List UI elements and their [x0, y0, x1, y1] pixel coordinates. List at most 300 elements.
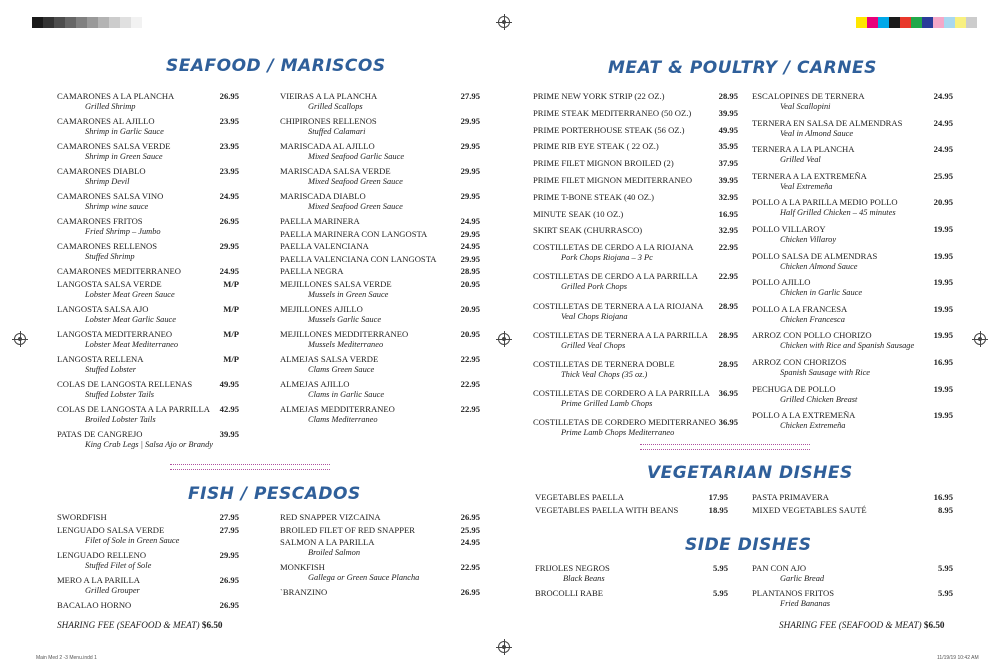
menu-item-price: 29.95 — [460, 141, 480, 151]
seafood-divider — [170, 464, 330, 470]
menu-item-description: Mussels Mediterraneo — [308, 339, 384, 349]
menu-item-price: 23.95 — [219, 116, 239, 126]
color-swatch — [856, 17, 867, 28]
menu-item-price: 19.95 — [933, 277, 953, 288]
menu-item-description: Shrimp Devil — [85, 177, 130, 186]
menu-item-price: 28.95 — [718, 91, 738, 101]
menu-item-name: PAN CON AJO — [752, 563, 807, 573]
menu-item — [752, 492, 953, 505]
menu-item — [280, 141, 480, 166]
menu-item — [535, 563, 728, 588]
menu-item-price: 26.95 — [219, 216, 239, 226]
menu-item — [533, 125, 738, 142]
menu-item — [57, 266, 239, 279]
menu-item-price: 35.95 — [718, 141, 738, 152]
menu-item-price: 27.95 — [460, 91, 480, 101]
menu-item-name: PASTA PRIMAVERA — [752, 492, 829, 502]
menu-item — [752, 277, 953, 304]
menu-item-name: COLAS DE LANGOSTA RELLENAS — [57, 378, 193, 389]
menu-item-name: CAMARONES A LA PLANCHA — [57, 91, 175, 101]
menu-item-description: Fried Shrimp – Jumbo — [85, 227, 161, 236]
menu-item-price: 24.95 — [460, 216, 480, 226]
menu-item-name: POLLO A LA EXTREMEÑA — [752, 410, 856, 421]
menu-item-description: Grilled Veal — [780, 155, 821, 165]
menu-item-price: 24.95 — [460, 537, 480, 548]
vegetarian-section-title: VEGETARIAN DISHES — [647, 463, 853, 483]
menu-item — [280, 191, 480, 216]
menu-item-description: Clams Mediterraneo — [308, 414, 378, 424]
menu-item-name: CAMARONES RELLENOS — [57, 241, 158, 251]
menu-item-price: 19.95 — [933, 223, 953, 234]
menu-item-description: Gallega or Green Sauce Plancha — [308, 573, 420, 583]
registration-mark-right — [974, 333, 986, 345]
color-swatch — [65, 17, 76, 28]
menu-item-price: 16.95 — [933, 356, 953, 367]
menu-item-price: 28.95 — [718, 358, 738, 369]
menu-item-price: 8.95 — [937, 504, 953, 515]
menu-item-description: Stuffed Shrimp — [85, 252, 135, 261]
menu-item-price: 24.95 — [219, 266, 239, 276]
menu-item — [57, 600, 239, 613]
menu-item-price: 36.95 — [718, 388, 738, 399]
menu-item-description: Stuffed Calamari — [308, 127, 366, 136]
menu-item-name: LENGUADO SALSA VERDE — [57, 524, 165, 535]
cmyk-color-bar — [856, 17, 977, 28]
menu-item — [752, 144, 953, 171]
menu-item-price: 25.95 — [933, 170, 953, 181]
sides-column-2 — [752, 563, 953, 613]
menu-item-name: LANGOSTA SALSA VERDE — [57, 278, 162, 289]
color-swatch — [933, 17, 944, 28]
sides-sharing-fee: SHARING FEE (SEAFOOD & MEAT) $6.50 — [779, 620, 945, 630]
registration-mark-bottom — [498, 641, 510, 653]
menu-item-name: PRIME FILET MIGNON BROILED (2) — [533, 158, 674, 169]
menu-item — [533, 225, 738, 242]
menu-item-name: SALMON A LA PARILLA — [280, 537, 375, 548]
menu-item-name: PLANTANOS FRITOS — [752, 588, 835, 598]
menu-item — [57, 354, 239, 379]
menu-item — [533, 192, 738, 209]
menu-item — [57, 141, 239, 166]
menu-item-description: Garlic Bread — [780, 574, 825, 583]
menu-item-name: SWORDFISH — [57, 512, 107, 522]
menu-item-price: 23.95 — [219, 166, 239, 176]
menu-item — [280, 166, 480, 191]
menu-item — [752, 118, 953, 145]
menu-item — [752, 197, 953, 224]
menu-item-name: COSTILLETAS DE TERNERA A LA PARRILLA — [533, 329, 708, 340]
menu-item-name: PRIME RIB EYE STEAK ( 22 OZ.) — [533, 141, 659, 152]
menu-item — [752, 410, 953, 437]
fish-column-1 — [57, 512, 239, 612]
menu-item-name: MEJILLONES MEDDITERRANEO — [280, 328, 409, 339]
menu-item-name: PRIME PORTERHOUSE STEAK (56 OZ.) — [533, 124, 685, 135]
seafood-section-title: SEAFOOD / MARISCOS — [166, 56, 386, 76]
menu-item-description: Grilled Veal Chops — [561, 340, 626, 350]
menu-item-description: Pork Chops Riojana – 3 Pc — [561, 253, 653, 263]
color-swatch — [109, 17, 120, 28]
registration-mark-left — [14, 333, 26, 345]
color-swatch — [889, 17, 900, 28]
menu-item-description: Chicken with Rice and Spanish Sausage — [780, 341, 915, 351]
menu-item — [280, 525, 480, 538]
menu-item-price: 26.95 — [219, 599, 239, 610]
menu-item — [57, 575, 239, 600]
file-slug: Main Med 2 -3 Menu.indd 1 — [36, 655, 97, 661]
menu-item — [752, 91, 953, 118]
fish-sharing-fee: SHARING FEE (SEAFOOD & MEAT) $6.50 — [57, 620, 223, 630]
color-swatch — [966, 17, 977, 28]
menu-item-description: Mixed Seafood Green Sauce — [308, 202, 403, 211]
menu-item — [533, 108, 738, 125]
menu-item — [57, 550, 239, 575]
menu-item-price: 17.95 — [708, 492, 728, 502]
menu-item — [752, 357, 953, 384]
menu-item-description: Veal Extremeña — [780, 181, 833, 191]
menu-item — [280, 512, 480, 525]
menu-item-name: ARROZ CON POLLO CHORIZO — [752, 330, 872, 341]
menu-item — [533, 417, 738, 446]
menu-item — [280, 537, 480, 562]
menu-item — [57, 166, 239, 191]
menu-item — [533, 141, 738, 158]
menu-item-name: TERNERA A LA PLANCHA — [752, 144, 855, 155]
vegetarian-column-1 — [535, 492, 728, 517]
menu-item-description: Clams Green Sauce — [308, 364, 375, 374]
menu-item-description: Veal Scallopini — [780, 102, 831, 111]
menu-item-name: ESCALOPINES DE TERNERA — [752, 91, 865, 101]
color-swatch — [98, 17, 109, 28]
menu-item-name: PAELLA MARINERA — [280, 216, 360, 226]
menu-item-price: 22.95 — [460, 353, 480, 364]
menu-item-price: 19.95 — [933, 250, 953, 261]
sides-column-1 — [535, 563, 728, 601]
menu-item-name: PATAS DE CANGREJO — [57, 428, 143, 439]
menu-item-price: 42.95 — [219, 403, 239, 414]
menu-item-name: ALMEJAS AJILLO — [280, 378, 350, 389]
menu-item-price: 24.95 — [460, 241, 480, 252]
menu-item — [57, 512, 239, 525]
menu-item-price: 29.95 — [219, 549, 239, 560]
menu-item-name: PECHUGA DE POLLO — [752, 383, 836, 394]
menu-item — [280, 216, 480, 229]
menu-item-description: Filet of Sole in Green Sauce — [85, 535, 180, 545]
menu-item — [533, 175, 738, 192]
menu-item-description: Shrimp in Green Sauce — [85, 152, 163, 161]
menu-item-description: Veal Chops Riojana — [561, 311, 628, 321]
menu-item-price: 22.95 — [718, 271, 738, 282]
menu-item — [280, 266, 480, 279]
menu-item-price: 19.95 — [933, 303, 953, 314]
menu-item-name: MINUTE SEAK (10 OZ.) — [533, 208, 624, 219]
menu-item — [57, 379, 239, 404]
color-swatch — [131, 17, 142, 28]
menu-item-description: Shrimp in Garlic Sauce — [85, 127, 164, 136]
color-swatch — [32, 17, 43, 28]
menu-item-name: COLAS DE LANGOSTA A LA PARRILLA — [57, 403, 210, 414]
menu-item-name: CAMARONES DIABLO — [57, 166, 146, 176]
menu-item-price: 32.95 — [718, 225, 738, 236]
menu-item-description: Mixed Seafood Garlic Sauce — [308, 152, 405, 161]
menu-item-description: Half Grilled Chicken – 45 minutes — [780, 208, 896, 218]
menu-item-name: LENGUADO RELLENO — [57, 549, 147, 560]
menu-item-name: ARROZ CON CHORIZOS — [752, 356, 847, 367]
menu-item-name: CAMARONES AL AJILLO — [57, 116, 155, 126]
menu-item-price: 20.95 — [460, 303, 480, 314]
color-swatch — [955, 17, 966, 28]
menu-item-price: 16.95 — [718, 208, 738, 219]
menu-item — [57, 329, 239, 354]
menu-item-description: Shrimp wine sauce — [85, 202, 149, 211]
menu-item-name: LANGOSTA MEDITERRANEO — [57, 328, 173, 339]
menu-item-price: 5.95 — [712, 588, 728, 598]
menu-item-name: COSTILLETAS DE CERDO A LA PARRILLA — [533, 271, 698, 282]
seafood-column-1 — [57, 91, 239, 454]
menu-item — [57, 241, 239, 266]
menu-item-price: 28.95 — [460, 266, 480, 277]
menu-item-price: 5.95 — [937, 588, 953, 598]
menu-item-description: Mussels in Green Sauce — [308, 289, 389, 299]
menu-item-price: 24.95 — [219, 191, 239, 201]
menu-item-description: Prime Grilled Lamb Chops — [561, 399, 653, 409]
menu-item-description: Clams in Garlic Sauce — [308, 389, 385, 399]
menu-item-description: Lobster Meat Green Sauce — [85, 289, 175, 299]
menu-item-price: 25.95 — [460, 524, 480, 535]
menu-item — [533, 301, 738, 330]
menu-item-name: PAELLA VALENCIANA CON LANGOSTA — [280, 253, 437, 264]
menu-item-name: CAMARONES SALSA VERDE — [57, 141, 171, 151]
menu-item-description: Lobster Meat Garlic Sauce — [85, 314, 176, 324]
menu-item — [533, 359, 738, 388]
menu-item-price: 24.95 — [933, 144, 953, 155]
menu-item-price: 49.95 — [219, 378, 239, 389]
menu-item-description: Chicken Villaroy — [780, 234, 837, 244]
menu-item — [280, 116, 480, 141]
menu-item-price: 26.95 — [460, 512, 480, 522]
menu-item — [752, 505, 953, 518]
vegetarian-column-2 — [752, 492, 953, 517]
menu-item-name: VEGETABLES PAELLA — [535, 492, 624, 502]
menu-item-description: Broiled Salmon — [308, 548, 361, 558]
menu-item — [57, 304, 239, 329]
menu-item-description: Grilled Chicken Breast — [780, 394, 858, 404]
menu-item — [280, 587, 480, 600]
menu-item-price: 37.95 — [718, 158, 738, 169]
seafood-column-2 — [280, 91, 480, 429]
menu-item-price: 19.95 — [933, 383, 953, 394]
menu-item — [57, 216, 239, 241]
menu-item — [533, 388, 738, 417]
menu-item-description: Grilled Grouper — [85, 585, 140, 595]
menu-item-name: LANGOSTA SALSA AJO — [57, 303, 149, 314]
menu-item-price: 29.95 — [460, 166, 480, 176]
menu-item — [533, 91, 738, 108]
meat-divider — [640, 444, 810, 450]
menu-item — [752, 224, 953, 251]
menu-item-name: CAMARONES FRITOS — [57, 216, 143, 226]
menu-item-name: MARISCADA SALSA VERDE — [280, 166, 391, 176]
menu-item-name: MARISCADA DIABLO — [280, 191, 366, 201]
menu-item-name: ALMEJAS SALSA VERDE — [280, 353, 379, 364]
menu-item-price: 29.95 — [460, 253, 480, 264]
menu-item — [533, 271, 738, 300]
menu-item-description: Grilled Pork Chops — [561, 282, 628, 292]
menu-item-name: BROCOLLI RABE — [535, 588, 604, 598]
color-swatch — [900, 17, 911, 28]
menu-item-name: COSTILLETAS DE TERNERA A LA RIOJANA — [533, 300, 704, 311]
menu-item-price: 39.95 — [718, 107, 738, 118]
menu-item-price: 19.95 — [933, 410, 953, 421]
menu-item-name: COSTILLETAS DE CERDO A LA RIOJANA — [533, 242, 694, 253]
menu-item-name: MARISCADA AL AJILLO — [280, 141, 375, 151]
menu-item-description: Veal in Almond Sauce — [780, 128, 854, 138]
menu-item-name: TERNERA A LA EXTREMEÑA — [752, 170, 867, 181]
menu-item — [752, 384, 953, 411]
menu-item-name: PRIME STEAK MEDITERRANEO (50 OZ.) — [533, 107, 692, 118]
menu-item-name: MEJILLONES AJILLO — [280, 303, 363, 314]
color-swatch — [87, 17, 98, 28]
menu-item-description: Stuffed Lobster Tails — [85, 389, 155, 399]
menu-item-price: M/P — [223, 353, 239, 364]
menu-item-name: MEJILLONES SALSA VERDE — [280, 278, 392, 289]
menu-item-name: SKIRT SEAK (CHURRASCO) — [533, 225, 643, 236]
menu-item-name: `BRANZINO — [280, 587, 328, 598]
menu-item — [533, 330, 738, 359]
color-swatch — [76, 17, 87, 28]
menu-item — [57, 91, 239, 116]
menu-item-price: 29.95 — [460, 228, 480, 239]
menu-item-price: M/P — [223, 278, 239, 289]
menu-item-description: Fried Bananas — [780, 599, 831, 608]
menu-item-name: POLLO VILLAROY — [752, 223, 826, 234]
menu-item-price: 24.95 — [933, 91, 953, 101]
menu-item — [280, 254, 480, 267]
menu-item-price: 26.95 — [219, 574, 239, 585]
menu-item-description: King Crab Legs | Salsa Ajo or Brandy — [85, 439, 214, 449]
menu-item-price: M/P — [223, 303, 239, 314]
menu-item-description: Stuffed Lobster — [85, 364, 136, 374]
menu-item — [535, 492, 728, 505]
menu-item-name: PAELLA MARINERA CON LANGOSTA — [280, 228, 428, 239]
menu-item-price: 22.95 — [460, 378, 480, 389]
menu-item — [57, 404, 239, 429]
menu-item — [280, 279, 480, 304]
menu-item-name: CAMARONES SALSA VINO — [57, 191, 164, 201]
menu-item-description: Chicken Francesca — [780, 314, 845, 324]
menu-item — [280, 304, 480, 329]
menu-item-name: POLLO A LA FRANCESA — [752, 303, 848, 314]
menu-item-name: POLLO SALSA DE ALMENDRAS — [752, 250, 878, 261]
menu-item-name: PRIME FILET MIGNON MEDITERRANEO — [533, 174, 693, 185]
menu-item-name: COSTILLETAS DE CORDERO A LA PARRILLA — [533, 388, 710, 399]
menu-item — [752, 251, 953, 278]
menu-item-description: Chicken Almond Sauce — [780, 261, 858, 271]
menu-item — [752, 330, 953, 357]
menu-item-price: 18.95 — [708, 504, 728, 515]
menu-item — [57, 116, 239, 141]
menu-item — [280, 562, 480, 587]
menu-item-price: 49.95 — [718, 124, 738, 135]
menu-item — [752, 171, 953, 198]
menu-item-name: RED SNAPPER VIZCAINA — [280, 512, 381, 522]
file-timestamp: 11/19/19 10:42 AM — [937, 655, 979, 661]
menu-item-price: 27.95 — [219, 524, 239, 535]
menu-item-name: POLLO A LA PARILLA MEDIO POLLO — [752, 197, 898, 208]
color-swatch — [944, 17, 955, 28]
menu-item — [280, 91, 480, 116]
menu-item-name: ALMEJAS MEDDITERRANEO — [280, 403, 395, 414]
menu-item-description: Stuffed Filet of Sole — [85, 560, 152, 570]
menu-item-price: 27.95 — [219, 512, 239, 522]
menu-item — [752, 304, 953, 331]
menu-item-price: 22.95 — [460, 403, 480, 414]
menu-item-name: MERO A LA PARILLA — [57, 574, 141, 585]
menu-item-price: 28.95 — [718, 329, 738, 340]
menu-item-name: CHIPIRONES RELLENOS — [280, 116, 377, 126]
menu-item-price: 29.95 — [219, 241, 239, 251]
menu-item-name: MIXED VEGETABLES SAUTÉ — [752, 504, 867, 515]
color-swatch — [43, 17, 54, 28]
grayscale-color-bar — [32, 17, 142, 28]
menu-item-name: VEGETABLES PAELLA WITH BEANS — [535, 504, 679, 515]
menu-item — [535, 588, 728, 601]
menu-item — [533, 242, 738, 271]
menu-item-price: 29.95 — [460, 191, 480, 201]
fish-section-title: FISH / PESCADOS — [188, 484, 361, 504]
menu-item-price: 20.95 — [933, 197, 953, 208]
menu-item-price: 16.95 — [933, 492, 953, 502]
menu-item-name: PAELLA NEGRA — [280, 266, 344, 277]
menu-item — [280, 229, 480, 242]
menu-item-price: 26.95 — [219, 91, 239, 101]
sides-section-title: SIDE DISHES — [685, 535, 812, 555]
menu-item-price: 20.95 — [460, 278, 480, 289]
color-swatch — [120, 17, 131, 28]
menu-item-description: Grilled Shrimp — [85, 102, 136, 111]
menu-item — [280, 404, 480, 429]
menu-item — [535, 505, 728, 518]
color-swatch — [911, 17, 922, 28]
menu-item-name: PAELLA VALENCIANA — [280, 241, 369, 252]
menu-item-name: CAMARONES MEDITERRANEO — [57, 266, 181, 276]
menu-item — [533, 158, 738, 175]
menu-item-name: PRIME NEW YORK STRIP (22 OZ.) — [533, 91, 665, 101]
menu-item-description: Mussels Garlic Sauce — [308, 314, 382, 324]
menu-item-price: 24.95 — [933, 117, 953, 128]
menu-item-price: 22.95 — [460, 562, 480, 573]
menu-item — [280, 354, 480, 379]
menu-item-price: 36.95 — [718, 417, 738, 428]
color-swatch — [922, 17, 933, 28]
menu-item-name: BACALAO HORNO — [57, 599, 132, 610]
menu-item-name: TERNERA EN SALSA DE ALMENDRAS — [752, 117, 903, 128]
menu-item-name: PRIME T-BONE STEAK (40 OZ.) — [533, 191, 655, 202]
menu-item-price: 19.95 — [933, 330, 953, 341]
menu-item — [752, 588, 953, 613]
menu-item-price: 5.95 — [712, 563, 728, 573]
menu-item-description: Black Beans — [563, 574, 605, 583]
color-swatch — [54, 17, 65, 28]
menu-item-price: 22.95 — [718, 242, 738, 253]
menu-item-description: Prime Lamb Chops Mediterraneo — [561, 428, 675, 438]
menu-item-description: Mixed Seafood Green Sauce — [308, 177, 403, 186]
menu-item-name: BROILED FILET OF RED SNAPPER — [280, 524, 415, 535]
menu-item — [57, 525, 239, 550]
menu-item — [57, 279, 239, 304]
menu-item — [280, 329, 480, 354]
menu-item-price: 26.95 — [460, 587, 480, 598]
color-swatch — [878, 17, 889, 28]
